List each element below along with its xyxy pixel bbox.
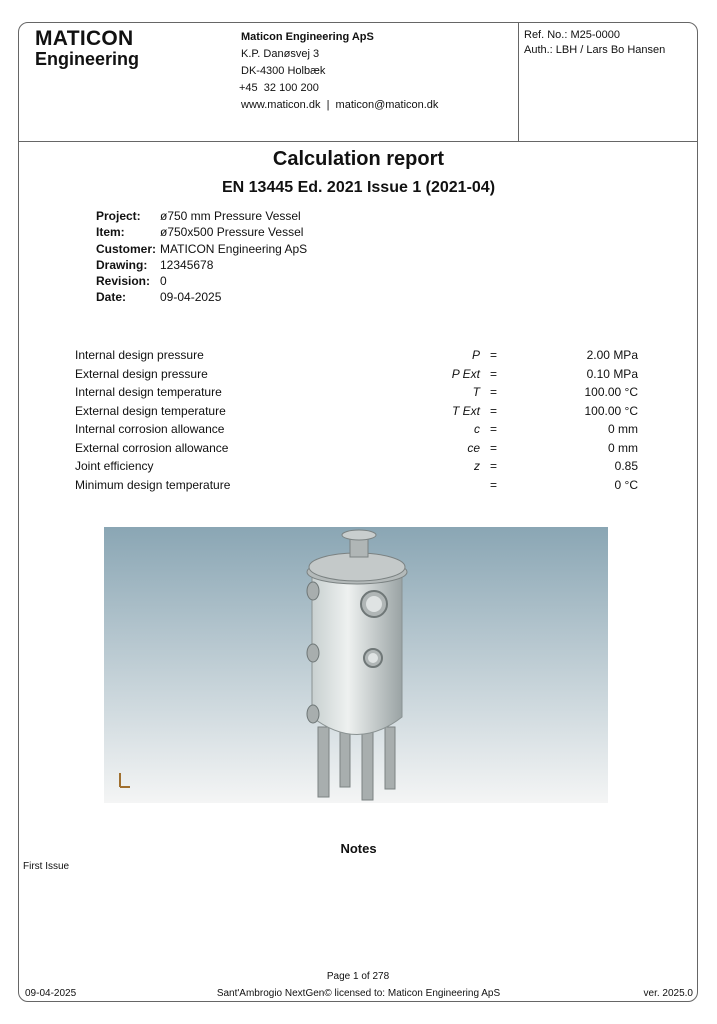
param-equals: =: [490, 348, 498, 362]
meta-key: Drawing:: [96, 257, 148, 272]
parameter-row: [75, 346, 638, 365]
param-equals: =: [490, 459, 498, 473]
meta-row: [96, 273, 307, 289]
param-label: Internal corrosion allowance: [75, 422, 225, 436]
parameter-row: [75, 476, 638, 495]
param-equals: =: [490, 366, 498, 381]
meta-value: ø750 mm Pressure Vessel: [160, 209, 301, 223]
param-value: 100.00 °C: [584, 403, 638, 418]
parameter-row: [75, 439, 638, 458]
meta-row: [96, 208, 307, 224]
author: Auth.: LBH / Lars Bo Hansen: [524, 44, 666, 56]
meta-row: [96, 241, 307, 257]
param-label: Joint efficiency: [75, 459, 154, 473]
param-symbol: P: [471, 348, 480, 362]
param-value: 0.10 MPa: [586, 366, 638, 381]
param-value: 0 °C: [614, 477, 638, 492]
company-name: Maticon Engineering ApS: [241, 31, 374, 43]
param-symbol: P Ext: [451, 366, 480, 381]
param-label: Minimum design temperature: [75, 477, 231, 492]
page-title: Calculation report: [272, 148, 445, 170]
meta-key: Item:: [96, 225, 125, 240]
param-label: External corrosion allowance: [75, 440, 229, 455]
logo-line2: Engineering: [35, 49, 140, 69]
reference-block: [524, 28, 665, 58]
param-value: 0.85: [614, 459, 638, 473]
param-value: 0 mm: [608, 440, 638, 455]
footer-date: 09-04-2025: [25, 988, 77, 999]
meta-value: 12345678: [160, 257, 214, 272]
page-number: Page 1 of 278: [326, 971, 390, 982]
param-label: External design temperature: [75, 403, 226, 418]
param-symbol: z: [474, 459, 480, 473]
parameter-row: [75, 457, 638, 476]
meta-value: ø750x500 Pressure Vessel: [160, 225, 304, 240]
footer-version: ver. 2025.0: [643, 988, 693, 999]
meta-row: [96, 224, 307, 240]
param-equals: =: [490, 422, 498, 436]
phone: +45 32 100 200: [239, 82, 319, 94]
web-email: www.maticon.dk | maticon@maticon.dk: [241, 99, 439, 111]
design-parameters: [75, 346, 638, 494]
page-subtitle: EN 13445 Ed. 2021 Issue 1 (2021-04): [221, 179, 496, 196]
param-equals: =: [490, 477, 498, 492]
meta-row: [96, 289, 307, 305]
param-value: 2.00 MPa: [586, 348, 638, 362]
meta-value: 0: [160, 274, 167, 289]
meta-key: Customer:: [96, 241, 157, 256]
param-equals: =: [490, 385, 498, 399]
footer-license: Sant'Ambrogio NextGen© licensed to: Maticon Engineering ApS: [216, 988, 501, 999]
header-divider: [18, 141, 698, 142]
meta-key: Project:: [96, 209, 141, 223]
param-symbol: T Ext: [451, 403, 480, 418]
street: K.P. Danøsvej 3: [241, 48, 320, 60]
parameter-row: [75, 365, 638, 384]
parameter-row: [75, 402, 638, 421]
meta-value: 09-04-2025: [160, 290, 222, 305]
param-symbol: T: [472, 385, 480, 399]
param-symbol: c: [474, 422, 480, 436]
meta-row: [96, 257, 307, 273]
param-label: Internal design temperature: [75, 385, 222, 399]
logo-line1: MATICON: [35, 27, 134, 50]
param-equals: =: [490, 403, 498, 418]
parameter-row: [75, 420, 638, 439]
param-symbol: ce: [467, 440, 480, 455]
notes-heading: Notes: [340, 841, 377, 856]
company-address: [241, 29, 438, 114]
meta-key: Revision:: [96, 274, 151, 289]
param-equals: =: [490, 440, 498, 455]
parameter-row: [75, 383, 638, 402]
meta-value: MATICON Engineering ApS: [160, 241, 308, 256]
param-value: 0 mm: [608, 422, 638, 436]
param-label: Internal design pressure: [75, 348, 204, 362]
vessel-3d-image: [104, 527, 608, 803]
ref-number: Ref. No.: M25-0000: [524, 29, 620, 41]
param-label: External design pressure: [75, 366, 208, 381]
project-meta: [96, 208, 307, 306]
notes-text: First Issue: [23, 861, 70, 872]
city: DK-4300 Holbæk: [241, 65, 326, 77]
param-value: 100.00 °C: [584, 385, 638, 399]
meta-key: Date:: [96, 290, 127, 305]
header-vertical-divider: [518, 22, 519, 141]
company-logo: [35, 28, 139, 70]
